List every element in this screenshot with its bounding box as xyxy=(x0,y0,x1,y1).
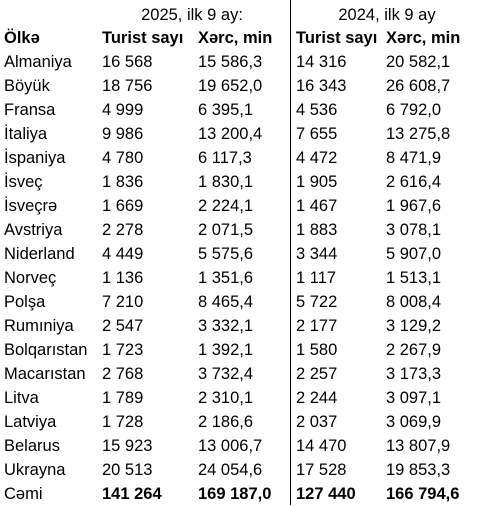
country-cell: Litva xyxy=(4,389,39,407)
table-row xyxy=(0,218,482,242)
table-row xyxy=(0,98,482,122)
table-row xyxy=(0,410,482,434)
tourists-2025-cell: 2 547 xyxy=(102,317,144,335)
country-cell: İsveçrə xyxy=(4,197,58,215)
spending-2024-cell: 3 078,1 xyxy=(386,221,442,239)
country-cell: Avstriya xyxy=(4,221,63,239)
tourists-2025-cell: 1 136 xyxy=(102,269,144,287)
spending-2025-cell: 1 830,1 xyxy=(198,173,254,191)
tourists-2025-cell: 7 210 xyxy=(102,293,144,311)
spending-2024-cell: 6 792,0 xyxy=(386,101,442,119)
tourists-2024-cell: 1 883 xyxy=(296,221,338,239)
country-cell: İsveç xyxy=(4,173,43,191)
spending-2024-cell: 19 853,3 xyxy=(386,461,451,479)
tourists-2024-cell: 1 117 xyxy=(296,269,337,287)
country-cell: Fransa xyxy=(4,101,56,119)
tourists-2024-cell: 17 528 xyxy=(296,461,347,479)
spending-2024-cell: 8 471,9 xyxy=(386,149,442,167)
tourists-2025-cell: 1 728 xyxy=(102,413,144,431)
spending-2024-cell: 13 807,9 xyxy=(386,437,451,455)
spending-2025-cell: 2 310,1 xyxy=(198,389,254,407)
table-row xyxy=(0,242,482,266)
tourists-2025-cell: 2 768 xyxy=(102,365,144,383)
spending-2024-cell: 2 616,4 xyxy=(386,173,442,191)
spending-2024-cell: 1 967,6 xyxy=(386,197,442,215)
tourists-2024-cell: 2 037 xyxy=(296,413,338,431)
table-row xyxy=(0,146,482,170)
header-row xyxy=(0,26,482,50)
spending-2024-cell: 2 267,9 xyxy=(386,341,442,359)
tourists-2025-cell: 18 756 xyxy=(102,77,153,95)
spending-2025-cell: 3 732,4 xyxy=(198,365,254,383)
country-cell: Rumıniya xyxy=(4,317,74,335)
country-cell: Bolqarıstan xyxy=(4,341,88,359)
tourists-2025-cell: 4 780 xyxy=(102,149,144,167)
spending-2024-cell: 5 907,0 xyxy=(386,245,442,263)
table-row xyxy=(0,338,482,362)
table-row xyxy=(0,266,482,290)
tourists-2025-cell: 4 449 xyxy=(102,245,144,263)
spending-2025-cell: 2 186,6 xyxy=(198,413,254,431)
spending-2025-cell: 19 652,0 xyxy=(198,77,263,95)
table-row xyxy=(0,194,482,218)
tourists-2024-cell: 2 177 xyxy=(296,317,338,335)
spending-2025-cell: 8 465,4 xyxy=(198,293,254,311)
table-row xyxy=(0,290,482,314)
spending-2025-cell: 1 392,1 xyxy=(198,341,254,359)
tourists-2025-cell: 1 836 xyxy=(102,173,144,191)
tourists-2024-cell: 1 905 xyxy=(296,173,338,191)
tourists-2024-cell: 1 580 xyxy=(296,341,338,359)
table-row xyxy=(0,386,482,410)
spending-2024-cell: 3 173,3 xyxy=(386,365,442,383)
total-row xyxy=(0,482,482,506)
country-cell: Belarus xyxy=(4,437,60,455)
tourists-2024-cell: 1 467 xyxy=(296,197,338,215)
table-row xyxy=(0,434,482,458)
spending-2025-cell: 24 054,6 xyxy=(198,461,263,479)
spending-2024-cell: 3 069,9 xyxy=(386,413,442,431)
tourists-2025-cell: 141 264 xyxy=(102,485,162,503)
country-cell: Norveç xyxy=(4,269,57,287)
tourists-2024-cell: 4 536 xyxy=(296,101,338,119)
spending-2025-cell: 1 351,6 xyxy=(198,269,254,287)
tourists-2024-cell: 3 344 xyxy=(296,245,338,263)
tourists-2025-cell: 4 999 xyxy=(102,101,144,119)
country-cell: Latviya xyxy=(4,413,57,431)
spending-2025-cell: 6 117,3 xyxy=(198,149,252,167)
spending-2025-cell: 13 006,7 xyxy=(198,437,263,455)
tourists-2025-cell: 9 986 xyxy=(102,125,144,143)
spending-2024-cell: 3 129,2 xyxy=(386,317,442,335)
tourists-2025-cell: 2 278 xyxy=(102,221,144,239)
spending-2024-cell: 8 008,4 xyxy=(386,293,442,311)
country-cell: İtaliya xyxy=(4,125,48,143)
table-row xyxy=(0,458,482,482)
tourists-2025-cell: 16 568 xyxy=(102,53,153,71)
spending-2025-cell: 5 575,6 xyxy=(198,245,254,263)
tourists-2024-cell: 14 316 xyxy=(296,53,347,71)
spending-2025-cell: 2 224,1 xyxy=(198,197,254,215)
tourists-2024-cell: 2 244 xyxy=(296,389,338,407)
country-cell: Niderland xyxy=(4,245,75,263)
spending-2025-cell: 169 187,0 xyxy=(198,485,272,503)
spending-2024-cell: 26 608,7 xyxy=(386,77,451,95)
spending-2024-cell: Xərc, min xyxy=(386,29,461,47)
spending-2024-cell: 3 097,1 xyxy=(386,389,442,407)
spending-2024-cell: 1 513,1 xyxy=(386,269,442,287)
tourists-2025-cell: 15 923 xyxy=(102,437,153,455)
tourists-2024-cell: 4 472 xyxy=(296,149,338,167)
table-row xyxy=(0,314,482,338)
tourists-2024-cell: 5 722 xyxy=(296,293,338,311)
table-row xyxy=(0,122,482,146)
country-cell: Macarıstan xyxy=(4,365,86,383)
country-cell: Böyük xyxy=(4,77,50,95)
tourists-2024-cell: 127 440 xyxy=(296,485,356,503)
period-2025-heading: 2025, ilk 9 ay: xyxy=(141,6,243,24)
tourists-2025-cell: 1 669 xyxy=(102,197,144,215)
tourists-2024-cell: 14 470 xyxy=(296,437,347,455)
tourists-2025-cell: 20 513 xyxy=(102,461,153,479)
tourists-2025-cell: 1 789 xyxy=(102,389,144,407)
country-cell: Polşa xyxy=(4,293,46,311)
table-row xyxy=(0,74,482,98)
spending-2025-cell: 3 332,1 xyxy=(198,317,254,335)
spending-2025-cell: 6 395,1 xyxy=(198,101,254,119)
spending-2025-cell: 13 200,4 xyxy=(198,125,263,143)
tourists-2024-cell: 7 655 xyxy=(296,125,338,143)
table-row xyxy=(0,362,482,386)
country-cell: İspaniya xyxy=(4,149,66,167)
spending-2024-cell: 13 275,8 xyxy=(386,125,451,143)
period-2024-heading: 2024, ilk 9 ay xyxy=(338,6,436,24)
spending-2024-cell: 20 582,1 xyxy=(386,53,451,71)
spending-2025-cell: 2 071,5 xyxy=(198,221,254,239)
tourists-2025-cell: Turist sayı xyxy=(102,29,184,47)
table-row xyxy=(0,170,482,194)
tourists-2024-cell: 2 257 xyxy=(296,365,338,383)
country-cell: Ölkə xyxy=(4,29,40,47)
table-row xyxy=(0,50,482,74)
spending-2025-cell: 15 586,3 xyxy=(198,53,263,71)
spending-2025-cell: Xərc, min xyxy=(198,29,273,47)
tourists-2025-cell: 1 723 xyxy=(102,341,144,359)
country-cell: Cəmi xyxy=(4,485,43,503)
tourists-2024-cell: 16 343 xyxy=(296,77,347,95)
spending-2024-cell: 166 794,6 xyxy=(386,485,460,503)
country-cell: Ukrayna xyxy=(4,461,66,479)
tourists-2024-cell: Turist sayı xyxy=(296,29,378,47)
country-cell: Almaniya xyxy=(4,53,72,71)
